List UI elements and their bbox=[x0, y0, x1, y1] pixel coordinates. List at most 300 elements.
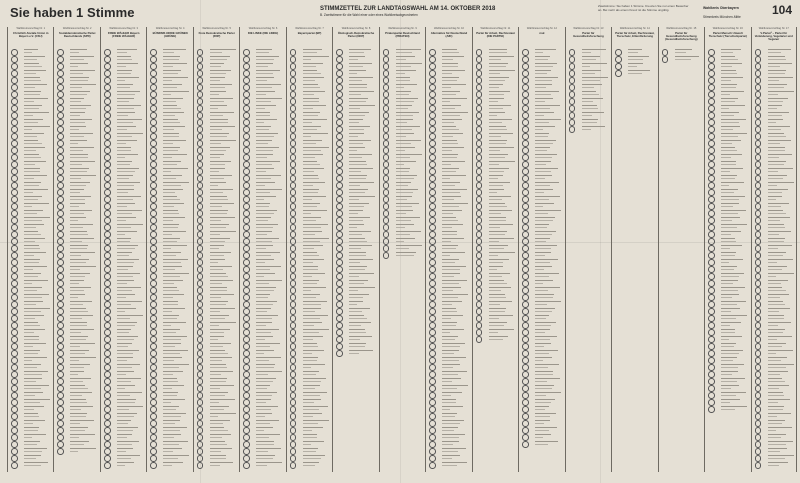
candidate-entry[interactable] bbox=[755, 385, 795, 392]
vote-circle[interactable] bbox=[197, 420, 204, 427]
vote-circle[interactable] bbox=[150, 98, 157, 105]
candidate-entry[interactable] bbox=[429, 280, 469, 287]
vote-circle[interactable] bbox=[429, 315, 436, 322]
vote-circle[interactable] bbox=[57, 238, 64, 245]
vote-circle[interactable] bbox=[197, 434, 204, 441]
candidate-entry[interactable] bbox=[383, 238, 423, 245]
vote-circle[interactable] bbox=[708, 357, 715, 364]
candidate-entry[interactable] bbox=[150, 91, 190, 98]
candidate-entry[interactable] bbox=[708, 238, 748, 245]
candidate-entry[interactable] bbox=[243, 49, 283, 56]
candidate-entry[interactable] bbox=[476, 77, 516, 84]
vote-circle[interactable] bbox=[150, 119, 157, 126]
candidate-entry[interactable] bbox=[429, 336, 469, 343]
candidate-entry[interactable] bbox=[476, 161, 516, 168]
vote-circle[interactable] bbox=[150, 105, 157, 112]
candidate-entry[interactable] bbox=[336, 259, 376, 266]
vote-circle[interactable] bbox=[476, 336, 483, 343]
candidate-entry[interactable] bbox=[150, 70, 190, 77]
vote-circle[interactable] bbox=[104, 385, 111, 392]
candidate-entry[interactable] bbox=[104, 56, 144, 63]
candidate-entry[interactable] bbox=[476, 56, 516, 63]
vote-circle[interactable] bbox=[104, 399, 111, 406]
vote-circle[interactable] bbox=[522, 182, 529, 189]
candidate-entry[interactable] bbox=[243, 378, 283, 385]
vote-circle[interactable] bbox=[429, 350, 436, 357]
vote-circle[interactable] bbox=[755, 119, 762, 126]
vote-circle[interactable] bbox=[150, 455, 157, 462]
vote-circle[interactable] bbox=[569, 77, 576, 84]
vote-circle[interactable] bbox=[522, 245, 529, 252]
vote-circle[interactable] bbox=[11, 133, 18, 140]
candidate-entry[interactable] bbox=[476, 259, 516, 266]
candidate-entry[interactable] bbox=[11, 343, 51, 350]
vote-circle[interactable] bbox=[197, 126, 204, 133]
vote-circle[interactable] bbox=[708, 147, 715, 154]
vote-circle[interactable] bbox=[197, 308, 204, 315]
vote-circle[interactable] bbox=[57, 112, 64, 119]
candidate-entry[interactable] bbox=[197, 77, 237, 84]
vote-circle[interactable] bbox=[755, 98, 762, 105]
candidate-entry[interactable] bbox=[57, 252, 97, 259]
vote-circle[interactable] bbox=[11, 175, 18, 182]
candidate-entry[interactable] bbox=[57, 420, 97, 427]
vote-circle[interactable] bbox=[708, 399, 715, 406]
candidate-entry[interactable] bbox=[336, 168, 376, 175]
candidate-entry[interactable] bbox=[197, 147, 237, 154]
vote-circle[interactable] bbox=[755, 84, 762, 91]
candidate-entry[interactable] bbox=[429, 252, 469, 259]
candidate-entry[interactable] bbox=[755, 126, 795, 133]
candidate-entry[interactable] bbox=[755, 448, 795, 455]
vote-circle[interactable] bbox=[336, 63, 343, 70]
candidate-entry[interactable] bbox=[522, 77, 562, 84]
vote-circle[interactable] bbox=[708, 161, 715, 168]
vote-circle[interactable] bbox=[522, 280, 529, 287]
candidate-entry[interactable] bbox=[11, 91, 51, 98]
candidate-entry[interactable] bbox=[104, 294, 144, 301]
vote-circle[interactable] bbox=[11, 322, 18, 329]
vote-circle[interactable] bbox=[429, 245, 436, 252]
candidate-entry[interactable] bbox=[57, 98, 97, 105]
candidate-entry[interactable] bbox=[290, 196, 330, 203]
vote-circle[interactable] bbox=[290, 105, 297, 112]
candidate-entry[interactable] bbox=[104, 189, 144, 196]
vote-circle[interactable] bbox=[243, 259, 250, 266]
vote-circle[interactable] bbox=[243, 203, 250, 210]
candidate-entry[interactable] bbox=[150, 357, 190, 364]
candidate-entry[interactable] bbox=[476, 224, 516, 231]
vote-circle[interactable] bbox=[755, 434, 762, 441]
vote-circle[interactable] bbox=[57, 252, 64, 259]
vote-circle[interactable] bbox=[197, 98, 204, 105]
candidate-entry[interactable] bbox=[383, 105, 423, 112]
candidate-entry[interactable] bbox=[290, 455, 330, 462]
candidate-entry[interactable] bbox=[150, 238, 190, 245]
vote-circle[interactable] bbox=[57, 140, 64, 147]
candidate-entry[interactable] bbox=[429, 364, 469, 371]
candidate-entry[interactable] bbox=[11, 336, 51, 343]
vote-circle[interactable] bbox=[429, 154, 436, 161]
vote-circle[interactable] bbox=[197, 210, 204, 217]
vote-circle[interactable] bbox=[336, 273, 343, 280]
candidate-entry[interactable] bbox=[755, 182, 795, 189]
vote-circle[interactable] bbox=[522, 406, 529, 413]
vote-circle[interactable] bbox=[197, 84, 204, 91]
candidate-entry[interactable] bbox=[755, 154, 795, 161]
vote-circle[interactable] bbox=[708, 392, 715, 399]
candidate-entry[interactable] bbox=[522, 231, 562, 238]
vote-circle[interactable] bbox=[429, 133, 436, 140]
vote-circle[interactable] bbox=[243, 294, 250, 301]
vote-circle[interactable] bbox=[104, 91, 111, 98]
vote-circle[interactable] bbox=[197, 91, 204, 98]
candidate-entry[interactable] bbox=[429, 140, 469, 147]
candidate-entry[interactable] bbox=[522, 392, 562, 399]
vote-circle[interactable] bbox=[197, 336, 204, 343]
vote-circle[interactable] bbox=[755, 224, 762, 231]
vote-circle[interactable] bbox=[429, 455, 436, 462]
candidate-entry[interactable] bbox=[104, 238, 144, 245]
vote-circle[interactable] bbox=[243, 336, 250, 343]
vote-circle[interactable] bbox=[429, 448, 436, 455]
vote-circle[interactable] bbox=[243, 196, 250, 203]
candidate-entry[interactable] bbox=[755, 231, 795, 238]
candidate-entry[interactable] bbox=[150, 98, 190, 105]
vote-circle[interactable] bbox=[57, 343, 64, 350]
vote-circle[interactable] bbox=[150, 336, 157, 343]
candidate-entry[interactable] bbox=[243, 301, 283, 308]
vote-circle[interactable] bbox=[243, 350, 250, 357]
candidate-entry[interactable] bbox=[755, 357, 795, 364]
vote-circle[interactable] bbox=[104, 133, 111, 140]
vote-circle[interactable] bbox=[243, 266, 250, 273]
candidate-entry[interactable] bbox=[243, 245, 283, 252]
vote-circle[interactable] bbox=[197, 119, 204, 126]
vote-circle[interactable] bbox=[290, 266, 297, 273]
candidate-entry[interactable] bbox=[104, 112, 144, 119]
candidate-entry[interactable] bbox=[197, 196, 237, 203]
candidate-entry[interactable] bbox=[104, 378, 144, 385]
candidate-entry[interactable] bbox=[429, 161, 469, 168]
candidate-entry[interactable] bbox=[662, 49, 702, 56]
candidate-entry[interactable] bbox=[290, 420, 330, 427]
candidate-entry[interactable] bbox=[383, 252, 423, 259]
vote-circle[interactable] bbox=[197, 217, 204, 224]
vote-circle[interactable] bbox=[197, 406, 204, 413]
candidate-entry[interactable] bbox=[11, 378, 51, 385]
vote-circle[interactable] bbox=[708, 182, 715, 189]
vote-circle[interactable] bbox=[11, 84, 18, 91]
candidate-entry[interactable] bbox=[336, 210, 376, 217]
candidate-entry[interactable] bbox=[11, 273, 51, 280]
candidate-entry[interactable] bbox=[708, 357, 748, 364]
candidate-entry[interactable] bbox=[104, 231, 144, 238]
candidate-entry[interactable] bbox=[57, 63, 97, 70]
candidate-entry[interactable] bbox=[197, 175, 237, 182]
candidate-entry[interactable] bbox=[755, 322, 795, 329]
candidate-entry[interactable] bbox=[290, 182, 330, 189]
candidate-entry[interactable] bbox=[429, 371, 469, 378]
vote-circle[interactable] bbox=[755, 448, 762, 455]
vote-circle[interactable] bbox=[522, 378, 529, 385]
candidate-entry[interactable] bbox=[476, 168, 516, 175]
candidate-entry[interactable] bbox=[290, 84, 330, 91]
vote-circle[interactable] bbox=[708, 203, 715, 210]
vote-circle[interactable] bbox=[429, 196, 436, 203]
candidate-entry[interactable] bbox=[708, 280, 748, 287]
candidate-entry[interactable] bbox=[104, 245, 144, 252]
vote-circle[interactable] bbox=[290, 280, 297, 287]
vote-circle[interactable] bbox=[243, 462, 250, 469]
candidate-entry[interactable] bbox=[290, 252, 330, 259]
vote-circle[interactable] bbox=[336, 49, 343, 56]
vote-circle[interactable] bbox=[197, 147, 204, 154]
candidate-entry[interactable] bbox=[336, 70, 376, 77]
vote-circle[interactable] bbox=[150, 49, 157, 56]
candidate-entry[interactable] bbox=[522, 441, 562, 448]
candidate-entry[interactable] bbox=[57, 392, 97, 399]
candidate-entry[interactable] bbox=[104, 434, 144, 441]
vote-circle[interactable] bbox=[383, 154, 390, 161]
vote-circle[interactable] bbox=[708, 266, 715, 273]
vote-circle[interactable] bbox=[197, 378, 204, 385]
vote-circle[interactable] bbox=[476, 126, 483, 133]
vote-circle[interactable] bbox=[243, 287, 250, 294]
vote-circle[interactable] bbox=[11, 294, 18, 301]
vote-circle[interactable] bbox=[755, 406, 762, 413]
candidate-entry[interactable] bbox=[243, 119, 283, 126]
candidate-entry[interactable] bbox=[104, 371, 144, 378]
candidate-entry[interactable] bbox=[569, 84, 609, 91]
candidate-entry[interactable] bbox=[290, 56, 330, 63]
vote-circle[interactable] bbox=[104, 294, 111, 301]
candidate-entry[interactable] bbox=[197, 133, 237, 140]
vote-circle[interactable] bbox=[522, 231, 529, 238]
vote-circle[interactable] bbox=[755, 441, 762, 448]
vote-circle[interactable] bbox=[290, 287, 297, 294]
vote-circle[interactable] bbox=[429, 98, 436, 105]
candidate-entry[interactable] bbox=[755, 294, 795, 301]
candidate-entry[interactable] bbox=[336, 252, 376, 259]
vote-circle[interactable] bbox=[243, 364, 250, 371]
vote-circle[interactable] bbox=[755, 133, 762, 140]
vote-circle[interactable] bbox=[150, 385, 157, 392]
vote-circle[interactable] bbox=[104, 455, 111, 462]
vote-circle[interactable] bbox=[11, 245, 18, 252]
candidate-entry[interactable] bbox=[11, 280, 51, 287]
vote-circle[interactable] bbox=[383, 175, 390, 182]
vote-circle[interactable] bbox=[197, 161, 204, 168]
candidate-entry[interactable] bbox=[383, 154, 423, 161]
vote-circle[interactable] bbox=[104, 77, 111, 84]
vote-circle[interactable] bbox=[11, 77, 18, 84]
candidate-entry[interactable] bbox=[429, 49, 469, 56]
candidate-entry[interactable] bbox=[290, 301, 330, 308]
vote-circle[interactable] bbox=[383, 189, 390, 196]
candidate-entry[interactable] bbox=[522, 210, 562, 217]
candidate-entry[interactable] bbox=[569, 70, 609, 77]
candidate-entry[interactable] bbox=[11, 455, 51, 462]
vote-circle[interactable] bbox=[476, 112, 483, 119]
candidate-entry[interactable] bbox=[522, 56, 562, 63]
candidate-entry[interactable] bbox=[197, 427, 237, 434]
vote-circle[interactable] bbox=[476, 203, 483, 210]
candidate-entry[interactable] bbox=[336, 161, 376, 168]
vote-circle[interactable] bbox=[755, 392, 762, 399]
vote-circle[interactable] bbox=[522, 308, 529, 315]
candidate-entry[interactable] bbox=[104, 385, 144, 392]
candidate-entry[interactable] bbox=[708, 273, 748, 280]
candidate-entry[interactable] bbox=[11, 434, 51, 441]
candidate-entry[interactable] bbox=[290, 392, 330, 399]
vote-circle[interactable] bbox=[290, 259, 297, 266]
candidate-entry[interactable] bbox=[57, 77, 97, 84]
vote-circle[interactable] bbox=[150, 224, 157, 231]
vote-circle[interactable] bbox=[104, 287, 111, 294]
vote-circle[interactable] bbox=[522, 336, 529, 343]
candidate-entry[interactable] bbox=[197, 462, 237, 469]
vote-circle[interactable] bbox=[57, 147, 64, 154]
vote-circle[interactable] bbox=[522, 224, 529, 231]
candidate-entry[interactable] bbox=[104, 322, 144, 329]
vote-circle[interactable] bbox=[476, 49, 483, 56]
vote-circle[interactable] bbox=[336, 259, 343, 266]
candidate-entry[interactable] bbox=[197, 84, 237, 91]
candidate-entry[interactable] bbox=[755, 140, 795, 147]
candidate-entry[interactable] bbox=[11, 252, 51, 259]
vote-circle[interactable] bbox=[336, 280, 343, 287]
vote-circle[interactable] bbox=[150, 273, 157, 280]
candidate-entry[interactable] bbox=[104, 427, 144, 434]
candidate-entry[interactable] bbox=[708, 119, 748, 126]
vote-circle[interactable] bbox=[708, 91, 715, 98]
vote-circle[interactable] bbox=[11, 392, 18, 399]
candidate-entry[interactable] bbox=[755, 336, 795, 343]
vote-circle[interactable] bbox=[476, 70, 483, 77]
vote-circle[interactable] bbox=[290, 56, 297, 63]
vote-circle[interactable] bbox=[383, 126, 390, 133]
candidate-entry[interactable] bbox=[104, 462, 144, 469]
vote-circle[interactable] bbox=[476, 140, 483, 147]
vote-circle[interactable] bbox=[476, 168, 483, 175]
candidate-entry[interactable] bbox=[11, 203, 51, 210]
candidate-entry[interactable] bbox=[383, 112, 423, 119]
vote-circle[interactable] bbox=[476, 266, 483, 273]
candidate-entry[interactable] bbox=[522, 434, 562, 441]
vote-circle[interactable] bbox=[755, 371, 762, 378]
candidate-entry[interactable] bbox=[336, 301, 376, 308]
candidate-entry[interactable] bbox=[197, 168, 237, 175]
vote-circle[interactable] bbox=[57, 231, 64, 238]
candidate-entry[interactable] bbox=[336, 77, 376, 84]
candidate-entry[interactable] bbox=[336, 63, 376, 70]
vote-circle[interactable] bbox=[11, 105, 18, 112]
vote-circle[interactable] bbox=[708, 217, 715, 224]
vote-circle[interactable] bbox=[755, 238, 762, 245]
candidate-entry[interactable] bbox=[57, 112, 97, 119]
vote-circle[interactable] bbox=[104, 189, 111, 196]
vote-circle[interactable] bbox=[290, 455, 297, 462]
vote-circle[interactable] bbox=[755, 147, 762, 154]
candidate-entry[interactable] bbox=[522, 301, 562, 308]
vote-circle[interactable] bbox=[11, 231, 18, 238]
candidate-entry[interactable] bbox=[708, 266, 748, 273]
vote-circle[interactable] bbox=[755, 280, 762, 287]
candidate-entry[interactable] bbox=[57, 224, 97, 231]
candidate-entry[interactable] bbox=[429, 63, 469, 70]
vote-circle[interactable] bbox=[150, 175, 157, 182]
vote-circle[interactable] bbox=[197, 343, 204, 350]
vote-circle[interactable] bbox=[243, 154, 250, 161]
candidate-entry[interactable] bbox=[57, 154, 97, 161]
candidate-entry[interactable] bbox=[11, 189, 51, 196]
vote-circle[interactable] bbox=[755, 168, 762, 175]
vote-circle[interactable] bbox=[290, 343, 297, 350]
vote-circle[interactable] bbox=[476, 322, 483, 329]
vote-circle[interactable] bbox=[57, 301, 64, 308]
candidate-entry[interactable] bbox=[708, 182, 748, 189]
candidate-entry[interactable] bbox=[104, 364, 144, 371]
candidate-entry[interactable] bbox=[755, 280, 795, 287]
candidate-entry[interactable] bbox=[383, 182, 423, 189]
vote-circle[interactable] bbox=[243, 175, 250, 182]
vote-circle[interactable] bbox=[150, 441, 157, 448]
candidate-entry[interactable] bbox=[383, 140, 423, 147]
vote-circle[interactable] bbox=[290, 238, 297, 245]
candidate-entry[interactable] bbox=[336, 336, 376, 343]
candidate-entry[interactable] bbox=[11, 140, 51, 147]
vote-circle[interactable] bbox=[197, 357, 204, 364]
candidate-entry[interactable] bbox=[383, 56, 423, 63]
candidate-entry[interactable] bbox=[243, 455, 283, 462]
candidate-entry[interactable] bbox=[708, 91, 748, 98]
vote-circle[interactable] bbox=[429, 84, 436, 91]
vote-circle[interactable] bbox=[708, 84, 715, 91]
vote-circle[interactable] bbox=[150, 448, 157, 455]
vote-circle[interactable] bbox=[243, 280, 250, 287]
vote-circle[interactable] bbox=[522, 350, 529, 357]
vote-circle[interactable] bbox=[522, 301, 529, 308]
candidate-entry[interactable] bbox=[522, 140, 562, 147]
candidate-entry[interactable] bbox=[755, 56, 795, 63]
vote-circle[interactable] bbox=[708, 315, 715, 322]
vote-circle[interactable] bbox=[429, 217, 436, 224]
candidate-entry[interactable] bbox=[11, 329, 51, 336]
candidate-entry[interactable] bbox=[243, 427, 283, 434]
candidate-entry[interactable] bbox=[476, 245, 516, 252]
candidate-entry[interactable] bbox=[708, 133, 748, 140]
candidate-entry[interactable] bbox=[104, 147, 144, 154]
candidate-entry[interactable] bbox=[290, 98, 330, 105]
candidate-entry[interactable] bbox=[104, 308, 144, 315]
candidate-entry[interactable] bbox=[336, 322, 376, 329]
vote-circle[interactable] bbox=[522, 84, 529, 91]
candidate-entry[interactable] bbox=[11, 350, 51, 357]
candidate-entry[interactable] bbox=[11, 119, 51, 126]
vote-circle[interactable] bbox=[290, 91, 297, 98]
candidate-entry[interactable] bbox=[150, 231, 190, 238]
vote-circle[interactable] bbox=[755, 336, 762, 343]
vote-circle[interactable] bbox=[290, 336, 297, 343]
vote-circle[interactable] bbox=[708, 49, 715, 56]
vote-circle[interactable] bbox=[522, 385, 529, 392]
vote-circle[interactable] bbox=[11, 364, 18, 371]
vote-circle[interactable] bbox=[197, 350, 204, 357]
candidate-entry[interactable] bbox=[429, 441, 469, 448]
candidate-entry[interactable] bbox=[57, 91, 97, 98]
candidate-entry[interactable] bbox=[755, 133, 795, 140]
